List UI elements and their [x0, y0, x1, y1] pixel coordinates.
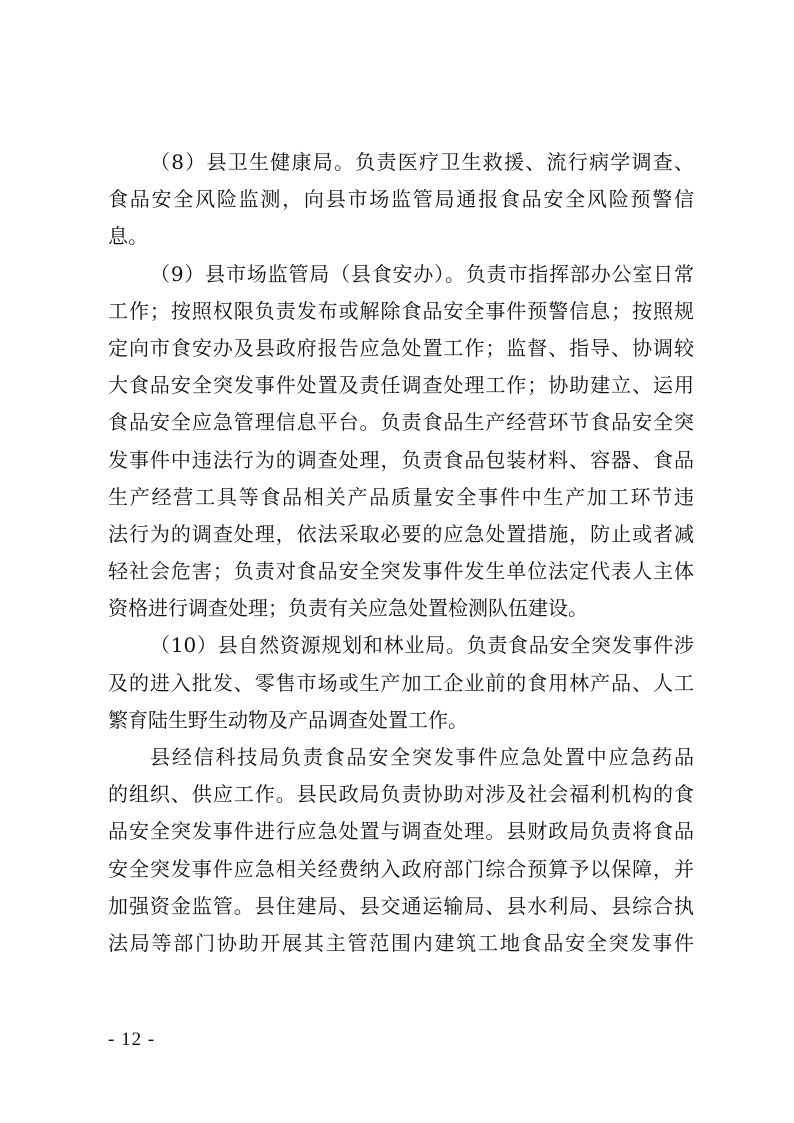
text-line: 息。: [108, 224, 148, 249]
text-line: （9）县市场监管局（县食安办）。负责市指挥部办公室日常: [150, 261, 694, 286]
page-number: - 12 -: [108, 1029, 156, 1050]
text-line: 食品安全风险监测，向县市场监管局通报食品安全风险预警信: [108, 187, 694, 212]
paragraph-8-health-bureau: [108, 144, 694, 256]
text-line: 资格进行调查处理；负责有关应急处置检测队伍建设。: [108, 596, 588, 621]
text-line: 生产经营工具等食品相关产品质量安全事件中生产加工环节违: [108, 484, 694, 509]
text-line: 定向市食安办及县政府报告应急处置工作；监督、指导、协调较: [108, 335, 694, 360]
body-text: [108, 144, 694, 962]
text-line: （10）县自然资源规划和林业局。负责食品安全突发事件涉: [150, 633, 694, 658]
paragraph-10-natural-resources: [108, 627, 694, 739]
paragraph-9-market-supervision: [108, 256, 694, 628]
text-line: 品安全突发事件进行应急处置与调查处理。县财政局负责将食品: [108, 819, 694, 844]
paragraph-other-departments: [108, 739, 694, 962]
text-line: 及的进入批发、零售市场或生产加工企业前的食用林产品、人工: [108, 670, 694, 695]
text-line: 法行为的调查处理，依法采取必要的应急处置措施，防止或者减: [108, 521, 694, 546]
text-line: 繁育陆生野生动物及产品调查处置工作。: [108, 707, 468, 732]
text-line: 工作；按照权限负责发布或解除食品安全事件预警信息；按照规: [108, 298, 694, 323]
text-line: 安全突发事件应急相关经费纳入政府部门综合预算予以保障，并: [108, 856, 694, 881]
text-line: （8）县卫生健康局。负责医疗卫生救援、流行病学调查、: [150, 150, 694, 174]
text-line: 加强资金监管。县住建局、县交通运输局、县水利局、县综合执: [108, 893, 694, 918]
text-line: 食品安全应急管理信息平台。负责食品生产经营环节食品安全突: [108, 410, 694, 435]
text-line: 大食品安全突发事件处置及责任调查处理工作；协助建立、运用: [108, 373, 694, 398]
text-line: 发事件中违法行为的调查处理，负责食品包装材料、容器、食品: [108, 447, 694, 472]
text-line: 县经信科技局负责食品安全突发事件应急处置中应急药品: [150, 745, 694, 769]
text-line: 的组织、供应工作。县民政局负责协助对涉及社会福利机构的食: [108, 782, 694, 807]
text-line: 轻社会危害；负责对食品安全突发事件发生单位法定代表人主体: [108, 559, 694, 584]
text-line: 法局等部门协助开展其主管范围内建筑工地食品安全突发事件: [108, 930, 694, 955]
